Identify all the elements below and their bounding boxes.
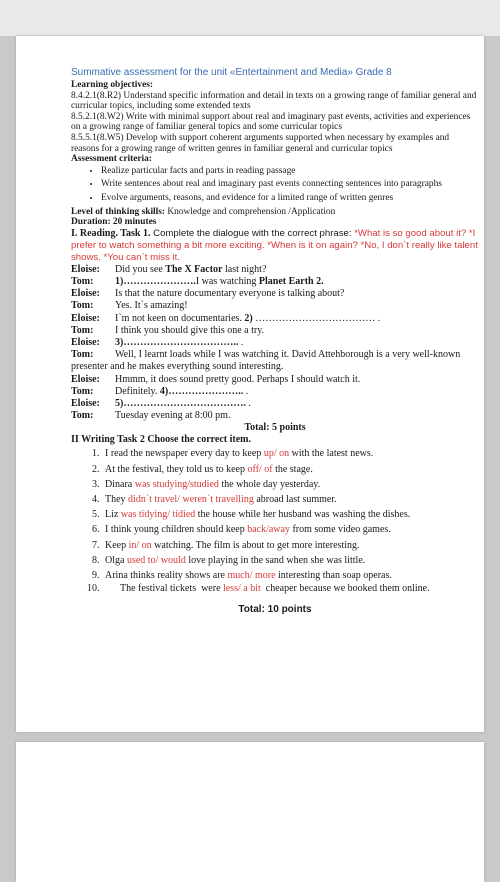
answer-choice: up/ on — [263, 448, 290, 460]
line-text: I`m not keen on documentaries. — [115, 312, 245, 324]
criteria-item: • Realize particular facts and parts in reading passage — [101, 166, 479, 177]
criteria-item: • Evolve arguments, reasons, and evidence for a limited range of written genres — [101, 193, 479, 204]
line-text: I was watching — [195, 275, 259, 287]
dialogue-line — [71, 288, 479, 300]
task2-item: 10. The festival tickets were less/ a bit cheaper because we booked them online. — [102, 583, 479, 595]
blank-2: 2) — [244, 312, 253, 324]
line-text: . — [243, 385, 249, 397]
dialogue-line — [71, 374, 479, 386]
answer-choice: off/ of — [247, 463, 273, 475]
objective-2: 8.5.2.1(8.W2) Write with minimal support about real and imaginary past events, activities and experiences on a growing range of familiar general topics and some curricular topics — [71, 111, 471, 133]
line-text: . — [238, 336, 244, 348]
dialogue-line — [71, 398, 479, 410]
answer-choice: was tidying/ tidied — [120, 509, 196, 521]
blank-5: 5)………………………………. — [115, 397, 246, 409]
answer-choice: used to/ would — [126, 554, 186, 566]
line-text: Is that the nature documentary everyone is talking about? — [115, 288, 345, 300]
document-content — [71, 66, 479, 616]
dialogue-line — [71, 325, 479, 337]
thinking-value: Knowledge and comprehension /Application — [165, 206, 336, 217]
line-text: Well, I learnt loads while I was watching it. David Attehborough is a very well-known presenter and he makes everything sound interesting. — [71, 349, 461, 373]
dialogue-line — [71, 337, 479, 349]
thinking-skills — [71, 207, 479, 218]
line-text: Tuesday evening at 8:00 pm. — [115, 410, 231, 422]
duration: Duration: 20 minutes — [71, 217, 157, 228]
task1-intro — [71, 228, 479, 264]
blank-1: 1)…………………. — [115, 275, 196, 287]
blank-3: 3)…………………………….. — [115, 336, 239, 348]
task2-total: Total: 10 points — [238, 604, 312, 616]
task2-item: 9. Arina thinks reality shows are much/ more interesting than soap operas. — [102, 568, 479, 583]
dialogue-line — [71, 276, 479, 288]
criteria-list — [71, 166, 479, 204]
speaker: Tom: — [71, 410, 94, 422]
speaker: Tom: — [71, 349, 94, 361]
top-strip — [0, 0, 500, 36]
answer-choice: in/ on — [128, 539, 152, 551]
dialogue-line — [71, 313, 479, 325]
task2-item: 2. At the festival, they told us to keep off/ of the stage. — [102, 462, 479, 477]
answer-choice: back/away — [247, 524, 290, 536]
line-text: I think you should give this one a try. — [115, 324, 265, 336]
line-text: . — [245, 397, 251, 409]
answer-choice: was studying/studied — [134, 478, 219, 490]
answer-choice: less/ a bit — [223, 583, 261, 595]
objectives-heading: Learning objectives: — [71, 80, 154, 90]
answer-choice: much/ more — [227, 569, 276, 581]
task2-list — [71, 446, 479, 595]
dialogue-line-wrap — [71, 349, 479, 373]
task2-item: 5. Liz was tidying/ tidied the house while her husband was washing the dishes. — [102, 507, 479, 522]
thinking-label: Level of thinking skills: — [71, 206, 166, 217]
line-text: Definitely. — [115, 385, 160, 397]
criteria-heading: Assessment criteria: — [71, 154, 152, 165]
dialogue-line — [71, 264, 479, 276]
document-title: Summative assessment for the unit «Entertainment and Media» Grade 8 — [71, 67, 392, 78]
task2-item: 1. I read the newspaper every day to keep up/ on with the latest news. — [102, 446, 479, 461]
line-text: Yes. It`s amazing! — [115, 300, 188, 312]
line-bold: The X Factor — [165, 263, 223, 275]
objective-1: 8.4.2.1(8.R2) Understand specific information and detail in texts on a growing range of familiar general and curricular topics, including some extended texts — [71, 90, 477, 112]
line-text: ……………………………… . — [252, 312, 381, 324]
speaker: Eloise: — [71, 288, 100, 300]
task2-item: 3. Dinara was studying/studied the whole day yesterday. — [102, 477, 479, 492]
speaker: Tom: — [71, 275, 94, 287]
task1-total: Total: 5 points — [244, 422, 306, 434]
objective-3: 8.5.5.1(8.W5) Develop with support coherent arguments supported when necessary by examples and reasons for a growing range of written genres in familiar general and curricular topics — [71, 132, 450, 154]
task2-heading: II Writing Task 2 Choose the correct item. — [71, 434, 251, 446]
line-text: last night? — [222, 263, 267, 275]
task2-item: 7. Keep in/ on watching. The film is about to get more interesting. — [102, 538, 479, 553]
blank-4: 4)………………….. — [159, 385, 244, 397]
next-page — [16, 742, 484, 882]
dialogue-line — [71, 300, 479, 312]
line-bold: Planet Earth 2. — [258, 275, 324, 287]
dialogue — [71, 264, 479, 423]
task1-phrases: *What is so good about it? *I prefer to watch something a bit more exciting. *When is it on again? *No, I don`t really like talent shows. *You can`t miss it. — [71, 227, 478, 263]
speaker: Eloise: — [71, 397, 100, 409]
document-page — [16, 36, 484, 732]
speaker: Tom: — [71, 300, 94, 312]
task2-item: 8. Olga used to/ would love playing in the sand when she was little. — [102, 553, 479, 568]
speaker: Eloise: — [71, 312, 100, 324]
task2-item: 4. They didn`t travel/ weren`t travelling abroad last summer. — [102, 492, 479, 507]
speaker: Tom: — [71, 324, 94, 336]
task1-instruction: Complete the dialogue with the correct phrase: — [150, 227, 355, 239]
speaker: Tom: — [71, 385, 94, 397]
criteria-item: • Write sentences about real and imaginary past events connecting sentences into paragraphs — [101, 179, 479, 190]
line-text: Hmmm, it does sound pretty good. Perhaps I should watch it. — [115, 373, 361, 385]
speaker: Eloise: — [71, 373, 100, 385]
speaker: Eloise: — [71, 336, 100, 348]
dialogue-line — [71, 386, 479, 398]
task1-heading: I. Reading. Task 1. — [71, 227, 151, 239]
answer-choice: didn`t travel/ weren`t travelling — [128, 493, 254, 505]
task2-item: 6. I think young children should keep back/away from some video games. — [102, 522, 479, 537]
speaker: Eloise: — [71, 263, 100, 275]
dialogue-line — [71, 410, 479, 422]
line-text: Did you see — [115, 263, 166, 275]
